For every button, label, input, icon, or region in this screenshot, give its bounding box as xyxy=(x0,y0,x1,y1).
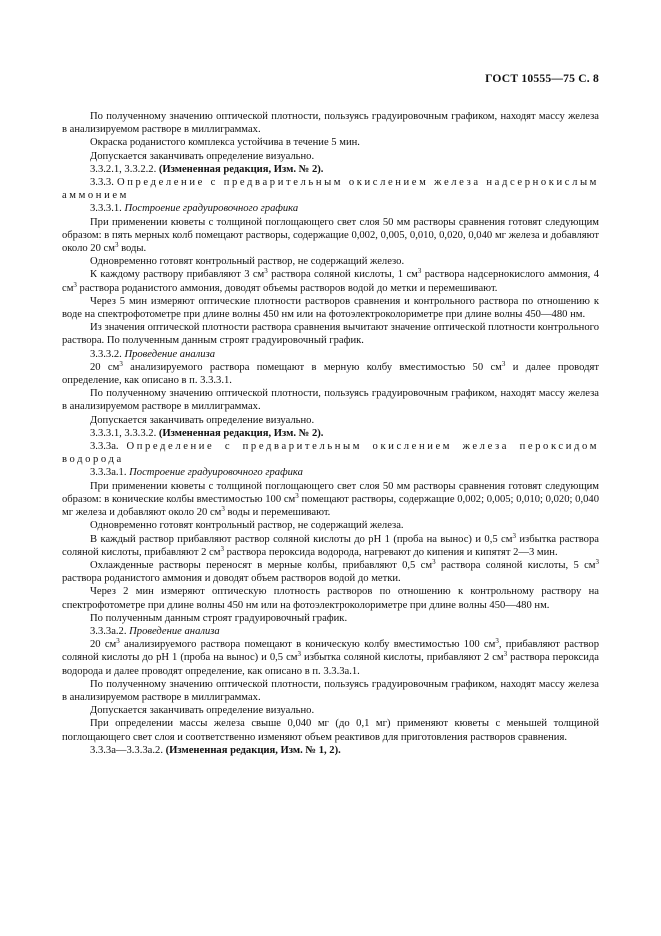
paragraph-text: Допускается заканчивать определение визуально. xyxy=(90,150,315,162)
paragraph xyxy=(62,638,599,678)
paragraph-text: В каждый раствор прибавляют раствор соляной кислоты до рН 1 (проба на вынос) и 0,5 $см^3$ избытка раствора соляной кислоты, прибавляют 2 $см^3$ раствора пероксида водорода, нагревают до кипения и кипятят 2—3 мин. xyxy=(62,531,599,558)
clause-number: 3.3.3. xyxy=(90,177,114,189)
amendment-note: (Измененная редакция, Изм. № 1, 2). xyxy=(165,744,341,756)
clause-number: 3.3.3.1. xyxy=(90,203,122,215)
paragraph-text: По полученным данным строят градуировочный график. xyxy=(90,612,348,624)
paragraph-text: Охлажденные растворы переносят в мерные колбы, прибавляют 0,5 $см^3$ раствора соляной кислоты, 5 $см^3$ раствора роданистого аммония и доводят объем растворов водой до метки. xyxy=(62,557,599,585)
paragraph xyxy=(62,176,599,202)
paragraph xyxy=(62,268,599,294)
subsection-title: Проведение анализа xyxy=(124,348,216,360)
document-body xyxy=(62,110,599,757)
clause-number: 3.3.3а.2. xyxy=(90,625,127,637)
subsection-title: Построение градуировочного графика xyxy=(129,467,303,479)
clause-number: 3.3.3.1, 3.3.3.2. xyxy=(90,427,157,439)
paragraph xyxy=(62,295,599,321)
clause-number: 3.3.3а—3.3.3а.2. xyxy=(90,744,163,756)
amendment-note: (Измененная редакция, Изм. № 2). xyxy=(158,163,324,175)
paragraph xyxy=(62,361,599,387)
page-header: ГОСТ 10555—75 С. 8 xyxy=(485,72,599,85)
paragraph-text: Допускается заканчивать определение визуально. xyxy=(90,705,315,717)
paragraph xyxy=(62,414,599,427)
paragraph-text: К каждому раствору прибавляют 3 $см^3$ раствора соляной кислоты, 1 $см^3$ раствора надсернокислого аммония, 4 $см^3$ раствора роданистого аммония, доводят объемы растворов водой до метки и перемешивают. xyxy=(62,267,599,294)
paragraph xyxy=(62,519,599,532)
paragraph-text: По полученному значению оптической плотности, пользуясь градуировочным графиком, находят массу железа в анализируемом растворе в миллиграммах. xyxy=(62,388,599,413)
paragraph-text: Одновременно готовят контрольный раствор, не содержащий железо. xyxy=(90,256,405,268)
paragraph xyxy=(62,717,599,743)
paragraph xyxy=(62,163,599,176)
paragraph xyxy=(62,348,599,361)
paragraph xyxy=(62,744,599,757)
paragraph-text: Из значения оптической плотности раствора сравнения вычитают значение оптической плотности контрольного раствора. По полученным данным строят градуировочный график. xyxy=(62,322,599,347)
paragraph-text: При применении кюветы с толщиной поглощающего свет слоя 50 мм растворы сравнения готовят следующим образом: в конические колбы вместимостью 100 $см^3$ помещают растворы, содержащие 0,002; 0,005; 0,010; 0,020; 0,040 мг железа и добавляют около 20 $см^3$ воды и перемешивают. xyxy=(62,480,599,519)
section-title: Определение с предварительным окислением железа надсернокислым аммонием xyxy=(62,177,599,202)
clause-number: 3.3.3а.1. xyxy=(90,467,127,479)
paragraph-text: 20 $см^3$ анализируемого раствора помещают в коническую колбу вместимостью 100 $см^3$, прибавляют раствор соляной кислоты до рН 1 (проба на вынос) и 0,5 $см^3$ избытка соляной кислоты, прибавляют 2 $см^3$ раствора пероксида водорода и далее проводят определение, как описано в п. 3.3.3а.1. xyxy=(62,637,599,677)
paragraph xyxy=(62,585,599,611)
clause-number: 3.3.3.2. xyxy=(90,348,122,360)
paragraph-text: 20 $см^3$ анализируемого раствора помещают в мерную колбу вместимостью 50 $см^3$ и далее проводят определение, как описано в п. 3.3.3.1. xyxy=(62,359,599,387)
paragraph xyxy=(62,559,599,585)
paragraph-text: Допускается заканчивать определение визуально. xyxy=(90,414,315,426)
paragraph xyxy=(62,387,599,413)
subsection-title: Построение градуировочного графика xyxy=(124,203,299,215)
paragraph xyxy=(62,440,599,466)
paragraph-text: Одновременно готовят контрольный раствор, не содержащий железа. xyxy=(90,520,404,532)
paragraph xyxy=(62,202,599,215)
paragraph-text: Через 2 мин измеряют оптическую плотность растворов по отношению к контрольному раствору на спектрофотометре при длине волны 450 нм или на фотоэлектроколориметре при длине волны 450—480 нм. xyxy=(62,586,599,611)
paragraph xyxy=(62,466,599,479)
amendment-note: (Измененная редакция, Изм. № 2). xyxy=(158,427,324,439)
paragraph xyxy=(62,612,599,625)
paragraph xyxy=(62,480,599,520)
paragraph xyxy=(62,625,599,638)
paragraph-text: По полученному значению оптической плотности, пользуясь градуировочным графиком, находят массу железа в анализируемом растворе в миллиграммах. xyxy=(62,678,599,703)
clause-number: 3.3.3а. xyxy=(90,441,119,453)
paragraph xyxy=(62,678,599,704)
paragraph xyxy=(62,427,599,440)
paragraph xyxy=(62,533,599,559)
paragraph-text: При применении кюветы с толщиной поглощающего свет слоя 50 мм растворы сравнения готовят следующим образом: в пять мерных колб помещают растворы, содержащие 0,002, 0,005, 0,010, 0,020, 0,040 мг железа и добавляют около 20 $см^3$ воды. xyxy=(62,216,599,255)
paragraph xyxy=(62,110,599,136)
paragraph xyxy=(62,136,599,149)
subsection-title: Проведение анализа xyxy=(129,625,220,637)
paragraph-text: При определении массы железа свыше 0,040 мг (до 0,1 мг) применяют кюветы с меньшей толщиной поглощающего свет слоя и соответственно изменяют объем реактивов для приготовления растворов сравнения. xyxy=(62,718,599,743)
paragraph xyxy=(62,255,599,268)
paragraph-text: Через 5 мин измеряют оптические плотности растворов сравнения и контрольного раствора по отношению к воде на спектрофотометре при длине волны 450 нм или на фотоэлектроколориметре при длине волны 450—480 нм. xyxy=(62,295,599,321)
paragraph xyxy=(62,321,599,347)
paragraph xyxy=(62,216,599,256)
paragraph xyxy=(62,704,599,717)
paragraph-text: По полученному значению оптической плотности, пользуясь градуировочным графиком, находят массу железа в анализируемом растворе в миллиграммах. xyxy=(62,111,599,136)
paragraph xyxy=(62,150,599,163)
clause-number: 3.3.2.1, 3.3.2.2. xyxy=(90,163,157,175)
section-title: Определение с предварительным окислением железа пероксидом водорода xyxy=(62,441,599,466)
paragraph-text: Окраска роданистого комплекса устойчива в течение 5 мин. xyxy=(90,137,360,149)
